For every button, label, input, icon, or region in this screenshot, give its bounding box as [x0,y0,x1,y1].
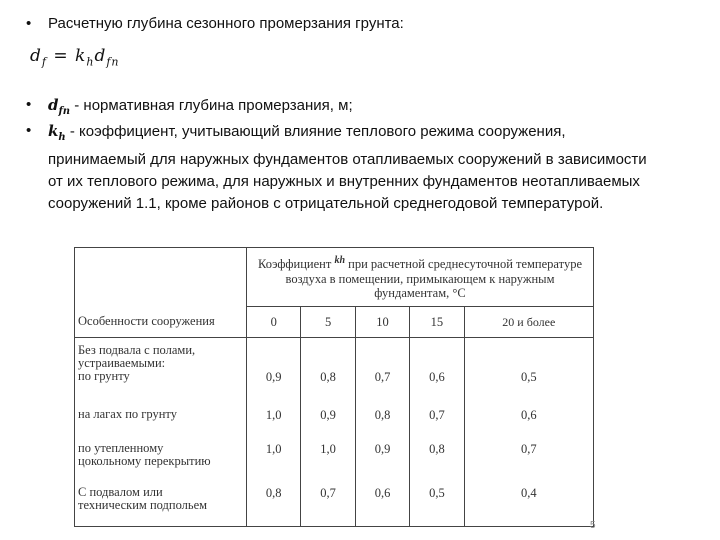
bullet-coefficient [26,120,648,215]
formula-k: k [75,46,87,66]
table-cell: 0,9 [247,338,301,405]
symbol-letter: d [48,96,59,114]
table-cell: 0,7 [410,404,464,438]
table-cell: 1,0 [247,404,301,438]
coef-header-symbol: kh [334,255,345,267]
table-row [75,438,594,482]
temp-header: 20 и более [464,307,593,338]
table-cell: 0,8 [301,338,355,405]
table-cell: 0,7 [464,438,593,482]
symbol-subscript: h [58,132,66,143]
symbol-dfn [48,96,71,117]
bullet-dot-icon: • [26,15,32,32]
temp-header: 0 [247,307,301,338]
bullet-dot-icon: • [26,122,32,139]
bullet-design-depth [26,14,688,34]
label-text: техническим подпольем [78,498,208,512]
table-cell: 0,7 [355,338,409,405]
table-cell: 0,9 [355,438,409,482]
slide-number: 5 [590,520,596,531]
label-text: устраиваемыми: [78,356,166,370]
table-header-feature: Особенности сооружения [75,248,247,338]
table-cell: 0,6 [410,338,464,405]
formula-d-sub: fn [106,55,120,69]
table-cell: 0,6 [464,404,593,438]
symbol-kh [48,122,66,143]
label-text: цокольному перекрытию [78,454,211,468]
coef-header-pre: Коэффициент [258,257,332,272]
table-cell: 0,6 [355,482,409,527]
temp-header: 15 [410,307,464,338]
table-cell: 0,5 [464,338,593,405]
symbol-subscript: fn [58,106,71,117]
bullet-text: Расчетную глубина сезонного промерзания грунта: [48,15,404,32]
row-label [75,482,247,527]
row-label: на лагах по грунту [75,404,247,438]
formula-equals: = [53,46,69,66]
row-label [75,338,247,405]
table-cell: 0,8 [410,438,464,482]
bullet-text: - нормативная глубина промерзания, м; [70,97,353,114]
label-text: по утепленному [78,441,164,455]
label-text: Без подвала с полами, [78,343,196,357]
table-cell: 0,7 [301,482,355,527]
formula-k-sub: h [86,55,95,69]
bullet-normative-depth [26,95,688,122]
table-cell: 0,8 [247,482,301,527]
label-text: С подвалом или [78,485,163,499]
table-cell: 0,9 [301,404,355,438]
coefficient-table [74,247,594,527]
symbol-letter: k [48,122,59,140]
bullet-text: - коэффициент, учитывающий влияние теплового режима сооружения, принимаемый для наружных фундаментов отапливаемых сооружений в зависимости от их теплового режима, для наружных и внутренних фундаментов неотапливаемых сооружений 1.1, кроме районов с отрицательной среднегодовой температурой. [48,123,647,212]
table-row [75,482,594,527]
temp-header: 5 [301,307,355,338]
table-row [75,404,594,438]
label-text: по грунту [78,369,130,383]
bullet-dot-icon: • [26,96,32,113]
table-header-coefficient [247,248,594,307]
table-cell: 0,5 [410,482,464,527]
formula-d: d [94,46,107,66]
table-cell: 0,8 [355,404,409,438]
temp-header: 10 [355,307,409,338]
table-cell: 1,0 [301,438,355,482]
formula [30,46,119,68]
formula-lhs-sub: f [41,55,47,69]
table-cell: 1,0 [247,438,301,482]
row-label [75,438,247,482]
table-row [75,338,594,405]
coef-header-post: при расчетной среднесуточной температуре воздуха в помещении, примыкающем к наружным фундаментам, °С [285,257,582,300]
table-cell: 0,4 [464,482,593,527]
formula-lhs: d [30,46,42,66]
